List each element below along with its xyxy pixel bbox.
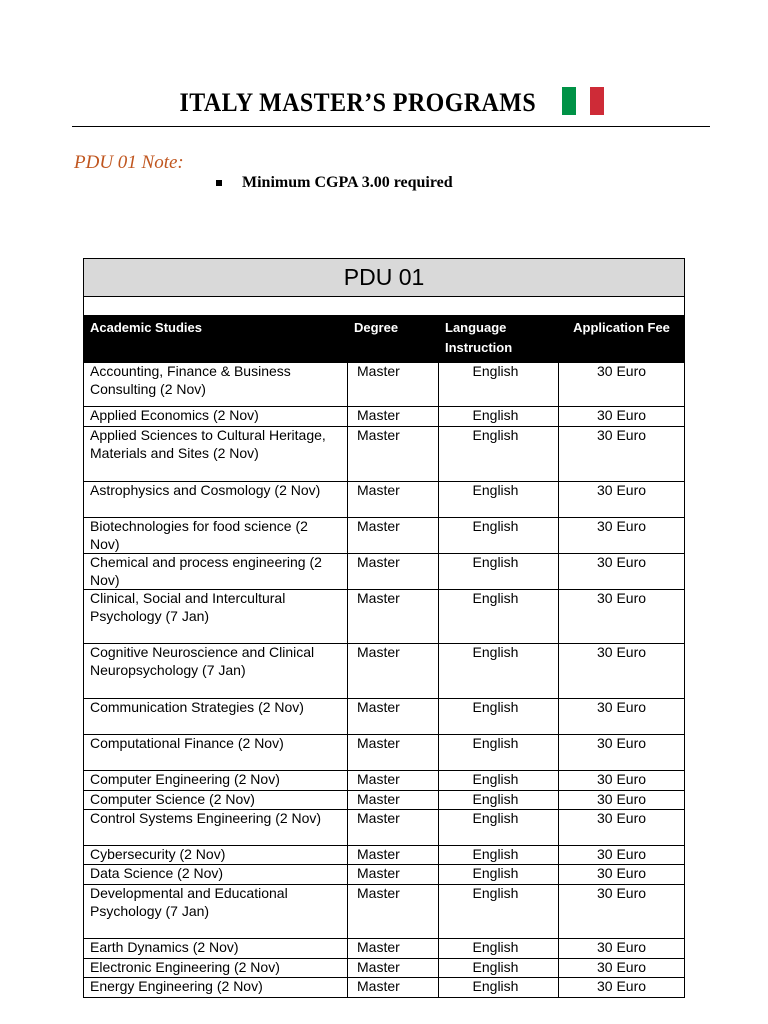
column-header-language: Language Instruction bbox=[439, 316, 559, 363]
cell-fee: 30 Euro bbox=[559, 407, 685, 427]
column-header-fee: Application Fee bbox=[559, 316, 685, 363]
cell-fee: 30 Euro bbox=[559, 482, 685, 518]
cell-language: English bbox=[439, 791, 559, 810]
bullet-icon bbox=[216, 180, 222, 186]
table-row bbox=[84, 865, 685, 885]
note-bullet-text: Minimum CGPA 3.00 required bbox=[242, 174, 453, 191]
cell-fee: 30 Euro bbox=[559, 590, 685, 644]
cell-program: Biotechnologies for food science (2 Nov) bbox=[84, 518, 348, 554]
table-row bbox=[84, 978, 685, 998]
cell-degree: Master bbox=[348, 885, 439, 939]
cell-fee: 30 Euro bbox=[559, 554, 685, 590]
page-header bbox=[0, 88, 768, 118]
cell-language: English bbox=[439, 590, 559, 644]
cell-fee: 30 Euro bbox=[559, 518, 685, 554]
table-spacer bbox=[84, 297, 685, 316]
cell-program: Control Systems Engineering (2 Nov) bbox=[84, 810, 348, 846]
cell-language: English bbox=[439, 699, 559, 735]
cell-fee: 30 Euro bbox=[559, 771, 685, 791]
cell-program: Earth Dynamics (2 Nov) bbox=[84, 939, 348, 959]
cell-program: Cognitive Neuroscience and Clinical Neuropsychology (7 Jan) bbox=[84, 644, 348, 699]
table-row bbox=[84, 363, 685, 407]
cell-degree: Master bbox=[348, 846, 439, 865]
cell-degree: Master bbox=[348, 939, 439, 959]
cell-degree: Master bbox=[348, 959, 439, 978]
cell-language: English bbox=[439, 846, 559, 865]
cell-program: Chemical and process engineering (2 Nov) bbox=[84, 554, 348, 590]
table-row bbox=[84, 885, 685, 939]
flag-stripe-red bbox=[590, 87, 604, 115]
flag-stripe-white bbox=[576, 87, 590, 115]
cell-program: Cybersecurity (2 Nov) bbox=[84, 846, 348, 865]
table-header-row bbox=[84, 316, 685, 363]
cell-degree: Master bbox=[348, 554, 439, 590]
note-bullet bbox=[216, 174, 453, 192]
cell-fee: 30 Euro bbox=[559, 885, 685, 939]
table-row bbox=[84, 959, 685, 978]
cell-program: Astrophysics and Cosmology (2 Nov) bbox=[84, 482, 348, 518]
page-title: ITALY MASTER’S PROGRAMS bbox=[179, 88, 537, 117]
cell-language: English bbox=[439, 518, 559, 554]
cell-fee: 30 Euro bbox=[559, 644, 685, 699]
cell-fee: 30 Euro bbox=[559, 939, 685, 959]
cell-degree: Master bbox=[348, 482, 439, 518]
cell-program: Computational Finance (2 Nov) bbox=[84, 735, 348, 771]
column-header-degree: Degree bbox=[348, 316, 439, 363]
cell-language: English bbox=[439, 810, 559, 846]
table-row bbox=[84, 407, 685, 427]
cell-language: English bbox=[439, 644, 559, 699]
cell-fee: 30 Euro bbox=[559, 810, 685, 846]
cell-language: English bbox=[439, 735, 559, 771]
cell-language: English bbox=[439, 865, 559, 885]
cell-language: English bbox=[439, 939, 559, 959]
cell-fee: 30 Euro bbox=[559, 846, 685, 865]
cell-language: English bbox=[439, 427, 559, 482]
cell-language: English bbox=[439, 959, 559, 978]
cell-fee: 30 Euro bbox=[559, 865, 685, 885]
cell-program: Applied Economics (2 Nov) bbox=[84, 407, 348, 427]
cell-fee: 30 Euro bbox=[559, 978, 685, 998]
cell-language: English bbox=[439, 978, 559, 998]
table-row bbox=[84, 554, 685, 590]
note-title: PDU 01 Note: bbox=[74, 152, 184, 173]
cell-program: Computer Engineering (2 Nov) bbox=[84, 771, 348, 791]
cell-degree: Master bbox=[348, 518, 439, 554]
table-row bbox=[84, 771, 685, 791]
cell-program: Applied Sciences to Cultural Heritage, Materials and Sites (2 Nov) bbox=[84, 427, 348, 482]
cell-language: English bbox=[439, 482, 559, 518]
cell-program: Electronic Engineering (2 Nov) bbox=[84, 959, 348, 978]
cell-program: Developmental and Educational Psychology (7 Jan) bbox=[84, 885, 348, 939]
cell-degree: Master bbox=[348, 363, 439, 407]
cell-fee: 30 Euro bbox=[559, 959, 685, 978]
cell-program: Accounting, Finance & Business Consulting (2 Nov) bbox=[84, 363, 348, 407]
table-row bbox=[84, 791, 685, 810]
cell-language: English bbox=[439, 771, 559, 791]
table-caption: PDU 01 bbox=[84, 259, 685, 297]
table-row bbox=[84, 518, 685, 554]
cell-degree: Master bbox=[348, 791, 439, 810]
table-row bbox=[84, 644, 685, 699]
column-header-academic-studies: Academic Studies bbox=[84, 316, 348, 363]
cell-degree: Master bbox=[348, 865, 439, 885]
cell-language: English bbox=[439, 363, 559, 407]
cell-degree: Master bbox=[348, 735, 439, 771]
cell-fee: 30 Euro bbox=[559, 791, 685, 810]
cell-program: Clinical, Social and Intercultural Psychology (7 Jan) bbox=[84, 590, 348, 644]
flag-stripe-green bbox=[562, 87, 576, 115]
table-body bbox=[84, 363, 685, 998]
cell-language: English bbox=[439, 554, 559, 590]
title-divider bbox=[72, 126, 710, 127]
cell-degree: Master bbox=[348, 590, 439, 644]
table-row bbox=[84, 482, 685, 518]
cell-language: English bbox=[439, 885, 559, 939]
table-row bbox=[84, 699, 685, 735]
programs-table bbox=[83, 258, 685, 998]
cell-degree: Master bbox=[348, 407, 439, 427]
cell-degree: Master bbox=[348, 978, 439, 998]
cell-degree: Master bbox=[348, 427, 439, 482]
cell-fee: 30 Euro bbox=[559, 363, 685, 407]
cell-fee: 30 Euro bbox=[559, 427, 685, 482]
table-row bbox=[84, 735, 685, 771]
table-row bbox=[84, 939, 685, 959]
table-row bbox=[84, 846, 685, 865]
cell-degree: Master bbox=[348, 771, 439, 791]
cell-program: Data Science (2 Nov) bbox=[84, 865, 348, 885]
cell-program: Energy Engineering (2 Nov) bbox=[84, 978, 348, 998]
italy-flag-icon bbox=[562, 87, 604, 115]
cell-program: Computer Science (2 Nov) bbox=[84, 791, 348, 810]
cell-degree: Master bbox=[348, 699, 439, 735]
table-row bbox=[84, 810, 685, 846]
cell-language: English bbox=[439, 407, 559, 427]
table-row bbox=[84, 590, 685, 644]
cell-degree: Master bbox=[348, 644, 439, 699]
cell-fee: 30 Euro bbox=[559, 735, 685, 771]
cell-fee: 30 Euro bbox=[559, 699, 685, 735]
table-row bbox=[84, 427, 685, 482]
cell-program: Communication Strategies (2 Nov) bbox=[84, 699, 348, 735]
cell-degree: Master bbox=[348, 810, 439, 846]
